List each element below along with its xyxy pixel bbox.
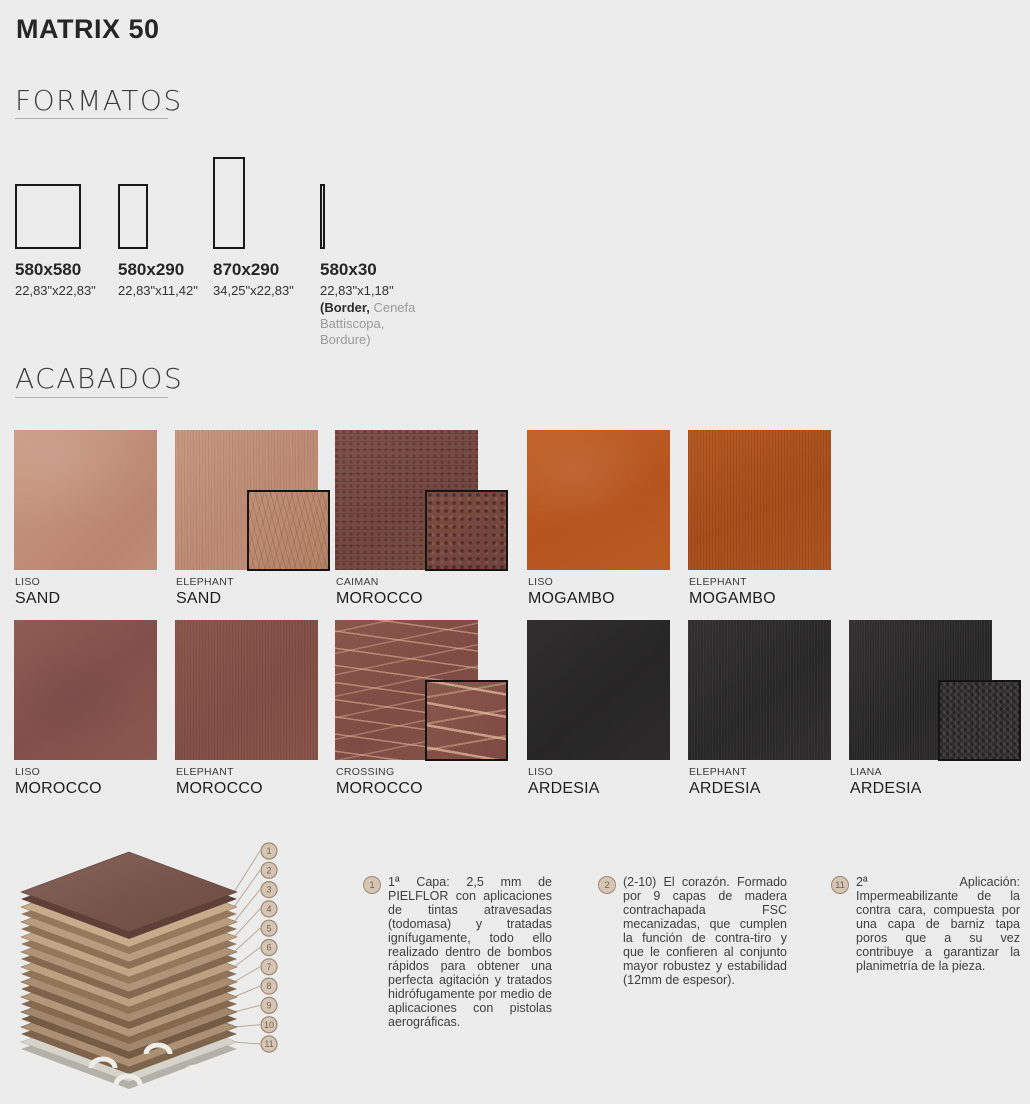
swatch-image [14,430,157,570]
note-text-2: (2-10) El corazón. Formado por 9 capas de madera contrachapada FSC mecanizadas, que cumplen la función de contra-tiro y que le confieren al conjunto mayor robustez y estabilidad (12mm de espesor). [623,875,787,987]
swatch-image [527,430,670,570]
format-size-mm: 580x30 [320,260,377,279]
layer-number: 3 [266,884,272,895]
swatch-image [335,620,478,760]
swatch-elephant-morocco [175,620,318,797]
swatch-elephant-sand [175,430,318,607]
leader-line [234,1005,260,1012]
format-label [118,260,228,298]
texture-detail-inset [425,680,508,761]
swatch-liso-ardesia [527,620,670,797]
swatch-liso-mogambo [527,430,670,607]
format-label [15,260,125,298]
leader-line [234,851,260,892]
swatch-elephant-mogambo [688,430,831,607]
layer-number: 10 [263,1019,275,1030]
layer-number: 8 [266,981,272,992]
swatch-texture-label: CROSSING [336,766,395,778]
format-shape-870x290 [213,157,245,249]
swatch-crossing-morocco [335,620,478,797]
layer-number: 6 [266,942,272,953]
swatch-image [688,620,831,760]
swatch-name-label: MOGAMBO [528,590,615,607]
swatch-liso-sand [14,430,157,607]
format-size-in: 22,83"x22,83" [15,283,96,298]
swatch-texture-label: LIANA [850,766,882,778]
swatch-texture-label: LISO [15,766,41,778]
format-size-in: 22,83"x11,42" [118,283,198,298]
layer-badge-2: 2 [598,876,616,894]
texture-detail-inset [247,490,330,571]
format-shape-580x580 [15,184,81,249]
format-shape-580x30 [320,184,325,249]
border-note-dark: (Border, [320,300,370,315]
swatch-name-label: SAND [15,590,61,607]
leader-line [234,1025,260,1027]
border-note-line2: Battiscopa, Bordure) [320,316,385,347]
swatch-image [688,430,831,570]
leader-line [234,928,260,952]
leader-line [234,909,260,937]
swatch-elephant-ardesia [688,620,831,797]
format-size-mm: 870x290 [213,260,280,279]
swatch-image [335,430,478,570]
layer-badge-1: 1 [363,876,381,894]
swatch-name-label: ARDESIA [689,780,761,797]
leader-line [234,948,260,968]
leader-line [234,1042,260,1044]
page-title: MATRIX 50 [16,14,160,44]
swatch-name-label: SAND [176,590,222,607]
format-size-in: 22,83"x1,18" [320,283,394,298]
swatch-name-label: MOROCCO [336,780,423,797]
swatch-texture-label: LISO [15,576,41,588]
finishes-heading: ACABADOS [15,362,184,395]
swatch-name-label: MOROCCO [336,590,423,607]
swatch-image [175,430,318,570]
formats-heading: FORMATOS [15,84,183,117]
swatch-image [175,620,318,760]
swatch-texture-label: ELEPHANT [689,766,747,778]
finishes-heading-rule [15,397,168,398]
swatch-name-label: ARDESIA [850,780,922,797]
swatch-image [14,620,157,760]
border-note [320,300,430,348]
format-size-mm: 580x290 [118,260,185,279]
swatch-image [527,620,670,760]
layer-number: 1 [266,846,272,857]
swatch-liso-morocco [14,620,157,797]
construction-note-11 [831,875,1027,973]
swatch-texture-label: LISO [528,576,554,588]
swatch-texture-label: ELEPHANT [176,576,234,588]
leader-line [234,986,260,997]
format-label [320,260,430,348]
swatch-name-label: ARDESIA [528,780,600,797]
note-text-1: 1ª Capa: 2,5 mm de PIELFLOR con aplicaciones de tintas atravesadas (todomasa) y tratadas ignífugamente, todo ello realizado dentro de bombos rápidos para obtener una perfecta agitación y tratados hidrófugamente por medio de aplicaciones con pistolas aerográficas. [388,875,552,1029]
leader-line [234,870,260,907]
texture-detail-inset [425,490,508,571]
swatch-image [849,620,992,760]
swatch-name-label: MOROCCO [176,780,263,797]
layer-number: 4 [266,903,272,914]
swatch-texture-label: ELEPHANT [689,576,747,588]
format-label [213,260,323,298]
swatch-name-label: MOROCCO [15,780,102,797]
swatch-name-label: MOGAMBO [689,590,776,607]
construction-note-2 [598,875,794,987]
note-text-11: 2ª Aplicación: Impermeabilizante de la contra cara, compuesta por una capa de barniz tapa poros que a su vez contribuye a garantizar la planimetría de la pieza. [856,875,1020,973]
swatch-liana-ardesia [849,620,992,797]
layer-badge-11: 11 [831,876,849,894]
border-note-gray: Cenefa [369,300,416,315]
layer-number: 7 [266,961,272,972]
format-size-mm: 580x580 [15,260,82,279]
swatch-texture-label: CAIMAN [336,576,379,588]
swatch-texture-label: ELEPHANT [176,766,234,778]
format-size-in: 34,25"x22,83" [213,283,294,298]
layer-stack-diagram [8,840,298,1092]
layer-number: 5 [266,923,272,934]
layer-number: 9 [266,1000,272,1011]
swatch-caiman-morocco [335,430,478,607]
groove-curl [184,1067,208,1076]
swatch-texture-label: LISO [528,766,554,778]
leader-line [234,890,260,922]
texture-detail-inset [938,680,1021,761]
construction-note-1 [363,875,559,1029]
formats-heading-rule [15,118,168,119]
layer-number: 2 [266,865,272,876]
layer-number: 11 [264,1039,274,1050]
leader-line [234,967,260,982]
format-shape-580x290 [118,184,148,249]
